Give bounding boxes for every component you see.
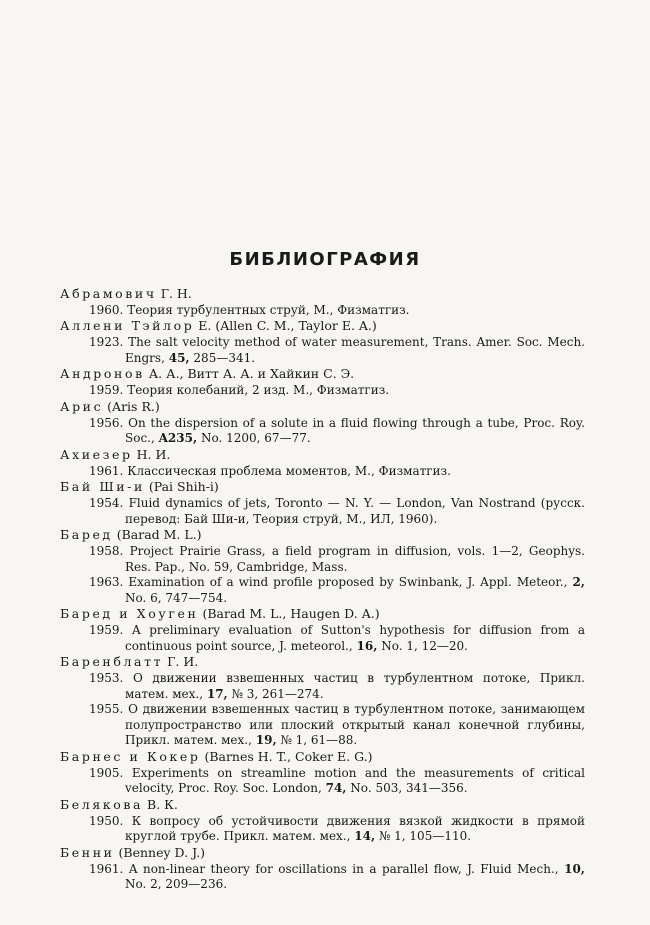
reference-year: 1905. <box>89 765 124 780</box>
entry-author <box>60 797 585 814</box>
author-details: (Barad M. L., Haugen D. A.) <box>198 606 380 622</box>
reference-year: 1958. <box>89 543 124 558</box>
reference-item <box>60 383 585 399</box>
bibliography-entry <box>60 286 585 318</box>
reference-item <box>60 766 585 797</box>
reference-text: О движении взвешенных частиц в турбулентном потоке, Прикл. матем. мех., <box>125 671 585 701</box>
author-surname: Бай Ши-и <box>60 479 145 495</box>
bibliography-entry <box>60 318 585 366</box>
reference-year: 1961. <box>89 861 124 876</box>
bibliography-entry <box>60 399 585 447</box>
author-surname: Бенни <box>60 845 115 861</box>
reference-text: Классическая проблема моментов, М., Физматгиз. <box>127 463 451 478</box>
reference-item <box>60 544 585 575</box>
reference-pages: № 1, 105—110. <box>375 829 472 844</box>
reference-volume: 2, <box>572 575 585 590</box>
bibliography-entry <box>60 845 585 893</box>
page-title: БИБЛИОГРАФИЯ <box>229 249 421 270</box>
reference-pages: No. 1, 12—20. <box>377 638 468 653</box>
author-surname: Абрамович <box>60 286 157 301</box>
reference-pages: 285—341. <box>189 350 256 365</box>
reference-year: 1953. <box>89 671 124 686</box>
reference-year: 1960. <box>89 302 124 317</box>
author-surname: Барнес и Кокер <box>60 749 201 765</box>
bibliography-entry <box>60 366 585 398</box>
reference-item <box>60 335 585 366</box>
author-details: А. А., Витт А. А. и Хайкин С. Э. <box>144 366 355 382</box>
reference-item <box>60 303 585 319</box>
reference-pages: No. 1200, 67—77. <box>197 431 311 446</box>
reference-text: On the dispersion of a solute in a fluid flowing through a tube, Proc. Roy. Soc., <box>125 415 585 446</box>
reference-item <box>60 575 585 606</box>
reference-item <box>60 496 585 527</box>
entry-author <box>60 527 585 544</box>
bibliography-entry <box>60 654 585 749</box>
author-details: (Aris R.) <box>103 398 160 414</box>
reference-year: 1963. <box>89 575 124 590</box>
entry-author <box>60 606 585 623</box>
author-surname: Арис <box>60 398 104 414</box>
author-surname: Белякова <box>60 797 144 813</box>
entry-author <box>60 447 585 464</box>
reference-volume: 17, <box>206 686 228 701</box>
reference-pages: № 3, 261—274. <box>227 686 324 701</box>
reference-volume: 14, <box>354 829 376 844</box>
reference-year: 1955. <box>89 702 124 717</box>
reference-item <box>60 671 585 702</box>
reference-item <box>60 814 585 845</box>
entry-author <box>60 318 585 335</box>
author-details: Е. (Allen C. M., Taylor E. A.) <box>194 318 377 334</box>
reference-text: A preliminary evaluation of Sutton's hypothesis for diffusion from a continuous point source, J. meteorol., <box>125 623 585 653</box>
reference-text: Теория колебаний, 2 изд. М., Физматгиз. <box>127 383 390 398</box>
author-details: (Pai Shih-i) <box>144 479 219 495</box>
entry-author <box>60 366 585 383</box>
reference-year: 1959. <box>89 383 124 398</box>
reference-pages: No. 6, 747—754. <box>125 590 228 605</box>
bibliography-entry <box>60 479 585 527</box>
author-surname: Баред и Хоуген <box>60 606 199 622</box>
author-surname: Ахиезер <box>60 446 133 462</box>
entry-author <box>60 654 585 671</box>
entry-author <box>60 479 585 496</box>
bibliography-list <box>60 286 585 893</box>
reference-item <box>60 862 585 893</box>
reference-volume: 16, <box>356 638 378 653</box>
reference-item <box>60 702 585 749</box>
author-surname: Баренблатт <box>60 654 164 670</box>
entry-author <box>60 749 585 766</box>
reference-volume: 10, <box>564 861 585 876</box>
reference-year: 1950. <box>89 813 124 828</box>
author-surname: Аллени Тэйлор <box>60 318 195 334</box>
reference-year: 1961. <box>89 463 124 478</box>
reference-text: Fluid dynamics of jets, Toronto — N. Y. — London, Van Nostrand (русск. перевод: Бай Ши-и, Теория струй, М., ИЛ, 1960). <box>125 495 585 526</box>
bibliography-entry <box>60 749 585 797</box>
entry-author <box>60 845 585 862</box>
bibliography-entry <box>60 606 585 654</box>
reference-year: 1923. <box>89 335 124 350</box>
bibliography-entry <box>60 797 585 845</box>
reference-text: A non-linear theory for oscillations in a parallel flow, J. Fluid Mech., <box>128 861 559 876</box>
reference-volume: A235, <box>158 431 198 446</box>
reference-volume: 45, <box>168 350 190 365</box>
author-details: (Benney D. J.) <box>114 845 205 861</box>
author-surname: Андронов <box>60 366 145 382</box>
author-details: Г. Н. <box>156 286 192 301</box>
reference-text: Examination of a wind profile proposed by Swinbank, J. Appl. Meteor., <box>128 575 568 590</box>
reference-volume: 19, <box>255 733 277 748</box>
entry-author <box>60 286 585 303</box>
reference-text: К вопросу об устойчивости движения вязкой жидкости в прямой круглой трубе. Прикл. матем. мех., <box>125 813 586 844</box>
author-details: Н. И. <box>132 446 171 462</box>
entry-author <box>60 399 585 416</box>
reference-volume: 74, <box>325 781 347 796</box>
reference-text: Project Prairie Grass, a field program in diffusion, vols. 1—2, Geophys. Res. Pap., No. 59, Cambridge, Mass. <box>125 543 585 574</box>
reference-year: 1956. <box>89 415 124 430</box>
reference-text: The salt velocity method of water measurement, Trans. Amer. Soc. Mech. Engrs, <box>125 335 585 365</box>
author-details: Г. И. <box>163 654 199 670</box>
reference-year: 1959. <box>89 623 124 638</box>
author-surname: Баред <box>60 527 113 543</box>
reference-pages: No. 503, 341—356. <box>346 781 468 796</box>
reference-item <box>60 416 585 447</box>
reference-text: Теория турбулентных струй, М., Физматгиз. <box>127 302 410 317</box>
author-details: В. К. <box>143 797 178 813</box>
reference-item <box>60 623 585 654</box>
reference-text: Experiments on streamline motion and the measurements of critical velocity, Proc. Roy. Soc. London, <box>125 765 585 796</box>
bibliography-entry <box>60 447 585 479</box>
reference-pages: No. 2, 209—236. <box>125 877 228 892</box>
reference-year: 1954. <box>89 495 124 510</box>
reference-text: О движении взвешенных частиц в турбулентном потоке, занимающем полупространство или плоский открытый канал конечной глубины, Прикл. матем. мех., <box>125 702 585 748</box>
author-details: (Barad M. L.) <box>112 527 202 543</box>
bibliography-entry <box>60 527 585 606</box>
reference-item <box>60 464 585 480</box>
author-details: (Barnes H. T., Coker E. G.) <box>200 749 373 765</box>
reference-pages: № 1, 61—88. <box>276 733 358 748</box>
